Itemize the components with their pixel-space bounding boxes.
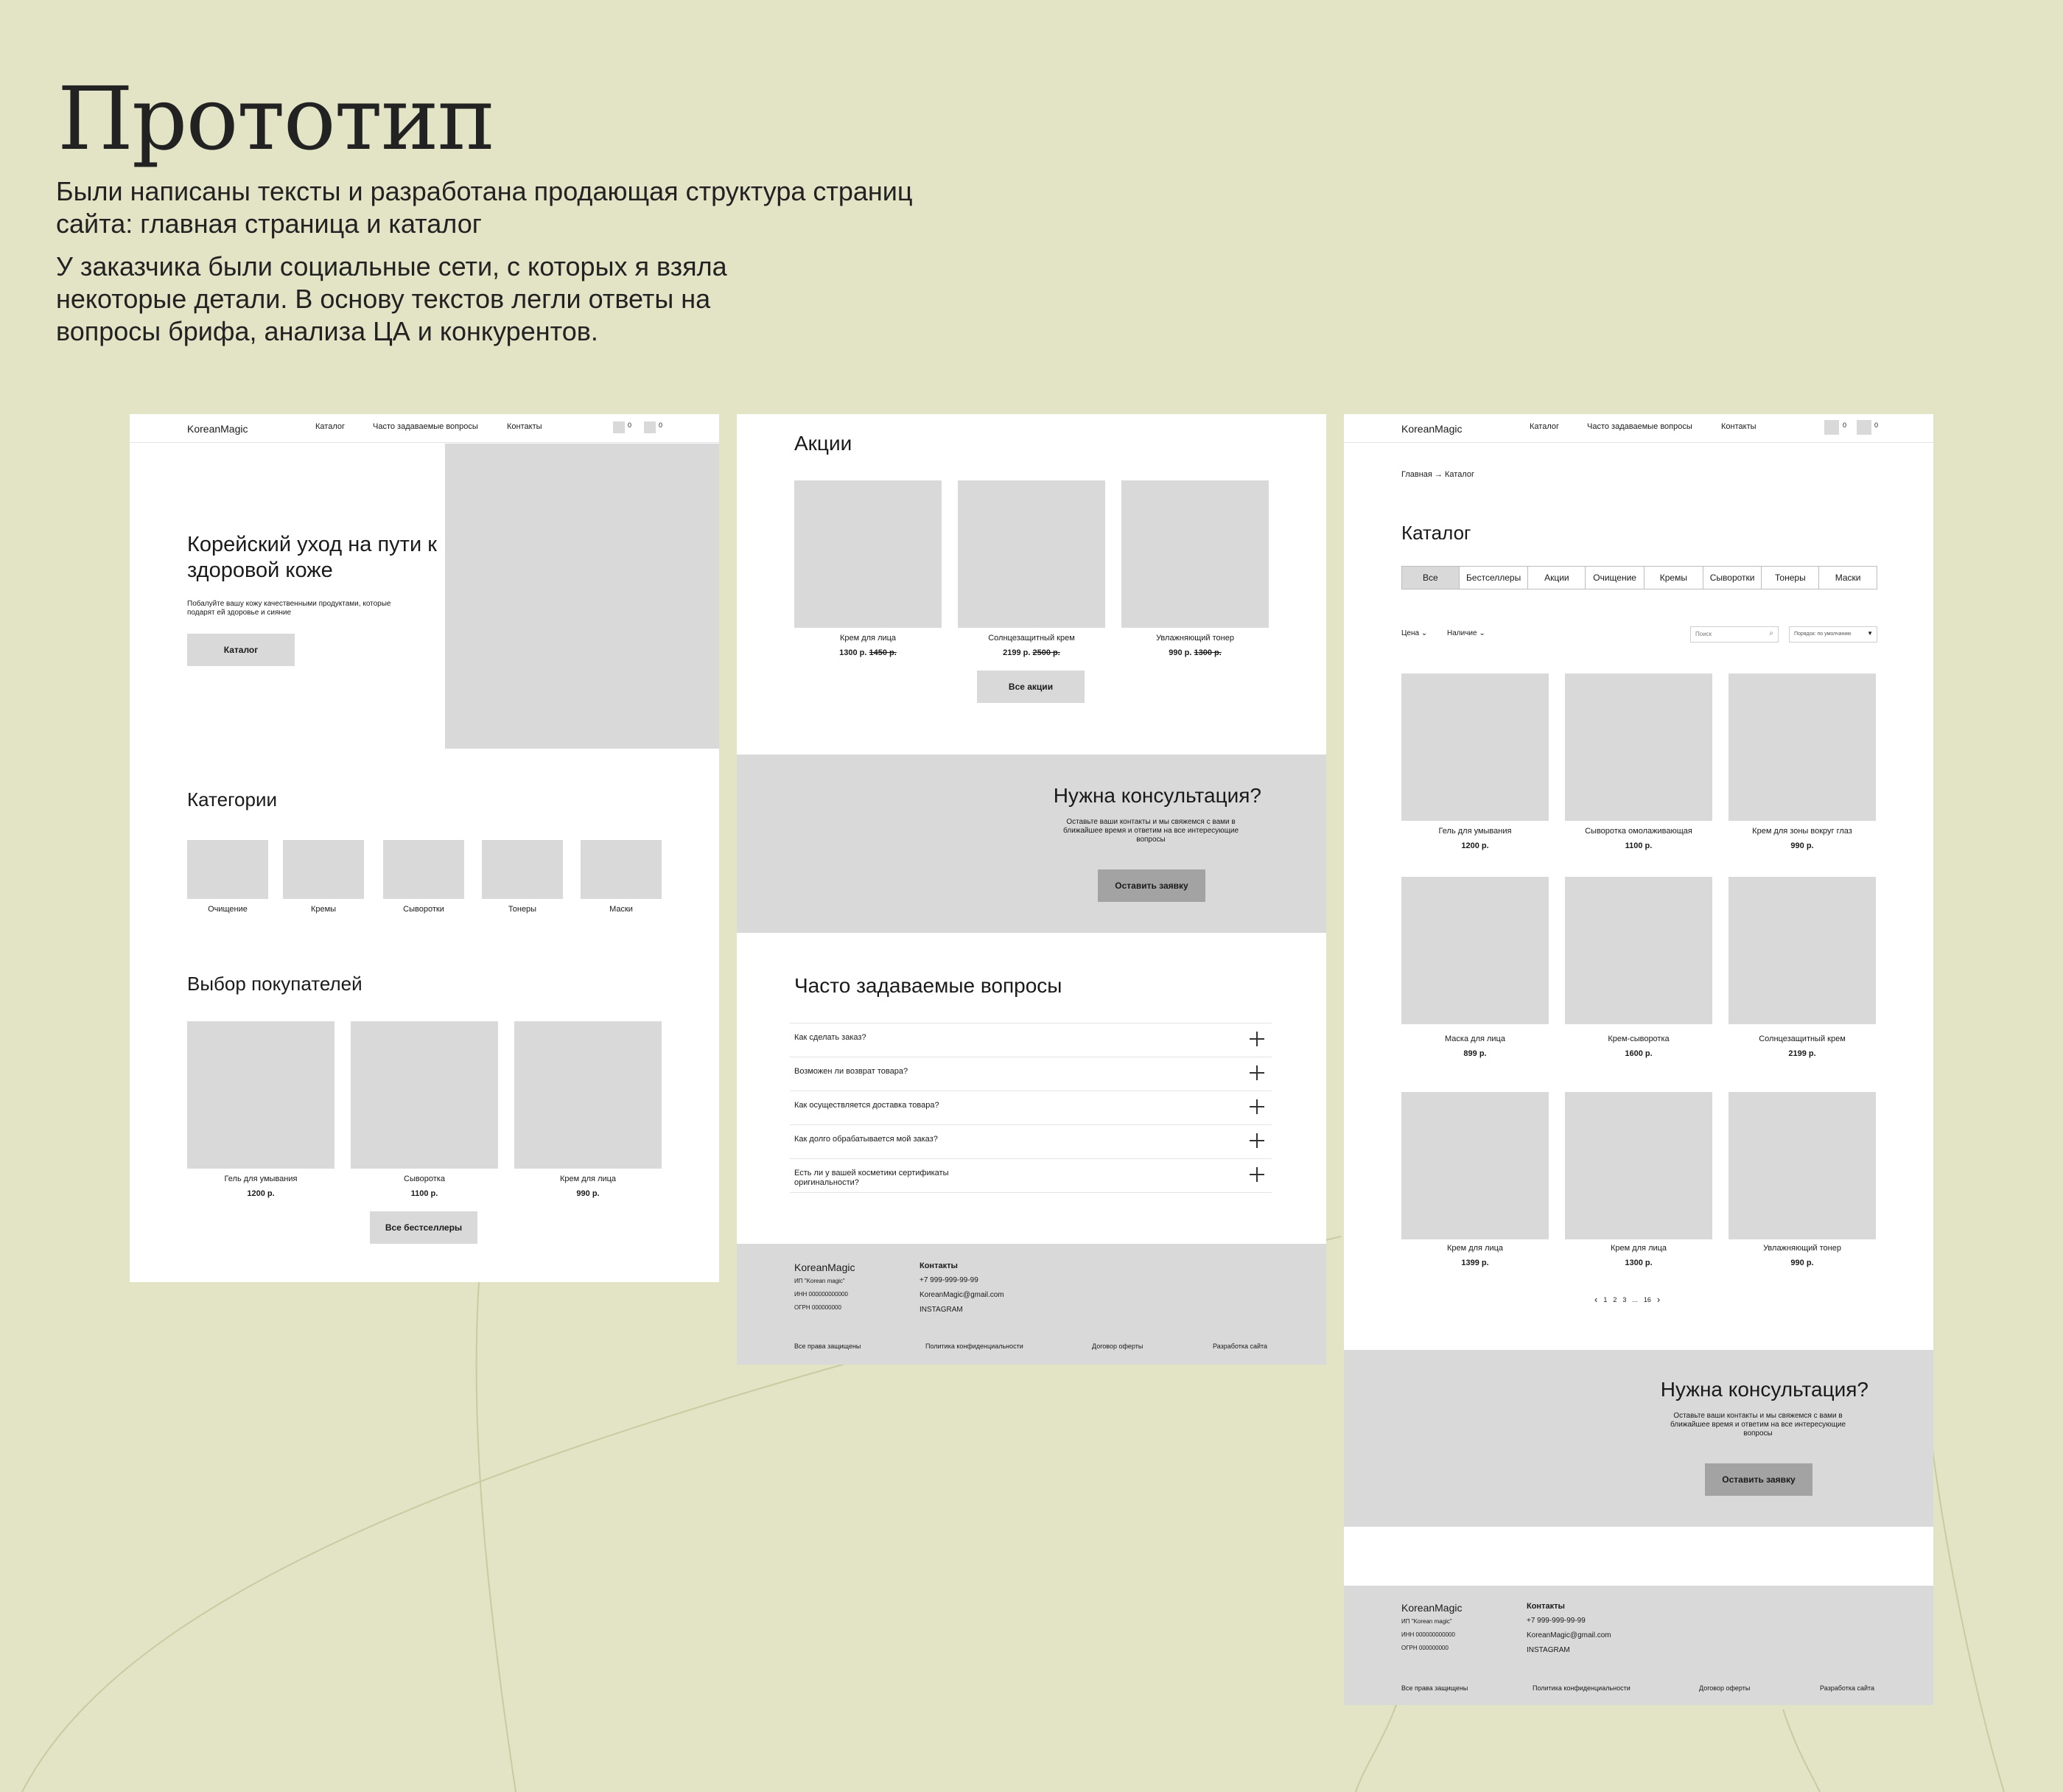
tab-promo[interactable]: Акции xyxy=(1528,567,1586,589)
catalog-product-price: 1100 р. xyxy=(1625,841,1653,850)
category-image-toners[interactable] xyxy=(482,840,563,899)
sort-value: Порядок: по умолчанию xyxy=(1794,631,1852,637)
product-name: Крем для лица xyxy=(559,1175,617,1183)
promo-price-row xyxy=(794,648,942,657)
chevron-right-icon[interactable]: › xyxy=(1656,1294,1661,1305)
category-label[interactable]: Маски xyxy=(609,905,633,914)
promo-name: Увлажняющий тонер xyxy=(1156,634,1234,643)
category-label[interactable]: Сыворотки xyxy=(403,905,444,914)
hero-title: Корейский уход на пути к здоровой коже xyxy=(187,533,437,582)
footer-email[interactable]: KoreanMagic@gmail.com xyxy=(920,1291,1004,1299)
footer-logo[interactable]: KoreanMagic xyxy=(1401,1602,1463,1614)
promo-old-price: 2500 р. xyxy=(1032,648,1060,657)
nav-link-contacts[interactable]: Контакты xyxy=(1721,422,1756,431)
product-price: 990 р. xyxy=(576,1189,600,1198)
catalog-product-image[interactable] xyxy=(1565,1092,1712,1239)
nav-logo[interactable]: KoreanMagic xyxy=(187,423,248,435)
consult-request-button[interactable]: Оставить заявку xyxy=(1705,1463,1812,1496)
arrow-right-icon: → xyxy=(1434,470,1443,479)
plus-icon[interactable] xyxy=(1250,1167,1264,1182)
footer-legal: ИНН 000000000000 xyxy=(794,1291,848,1298)
nav-link-faq[interactable]: Часто задаваемые вопросы xyxy=(1587,422,1692,431)
category-image-serums[interactable] xyxy=(383,840,464,899)
catalog-product-name: Крем-сыворотка xyxy=(1608,1035,1670,1043)
catalog-product-image[interactable] xyxy=(1401,877,1549,1024)
footer-email[interactable]: KoreanMagic@gmail.com xyxy=(1527,1631,1611,1639)
page-heading: Прототип xyxy=(57,68,494,169)
breadcrumb xyxy=(1401,470,1474,479)
tab-all[interactable]: Все xyxy=(1402,567,1460,589)
search-input[interactable] xyxy=(1690,626,1779,643)
footer-logo[interactable]: KoreanMagic xyxy=(794,1261,855,1273)
favorites-count: 0 xyxy=(628,421,632,429)
footer-contacts-title: Контакты xyxy=(1527,1602,1565,1611)
home-page-mockup xyxy=(130,414,719,1282)
product-image[interactable] xyxy=(514,1021,662,1169)
nav-link-catalog[interactable]: Каталог xyxy=(315,422,345,431)
faq-question[interactable]: Как долго обрабатывается мой заказ? xyxy=(794,1135,938,1144)
faq-title: Часто задаваемые вопросы xyxy=(794,974,1062,997)
catalog-product-name: Гель для умывания xyxy=(1438,827,1512,836)
cart-count: 0 xyxy=(659,421,663,429)
catalog-product-image[interactable] xyxy=(1728,877,1876,1024)
favorites-icon[interactable] xyxy=(613,421,625,433)
catalog-tabs xyxy=(1401,566,1877,589)
filter-stock-label: Наличие xyxy=(1447,629,1477,637)
filter-stock[interactable] xyxy=(1447,629,1485,637)
search-placeholder: Поиск xyxy=(1695,631,1712,637)
plus-icon[interactable] xyxy=(1250,1099,1264,1114)
cart-count: 0 xyxy=(1874,421,1879,429)
product-name: Гель для умывания xyxy=(224,1175,298,1183)
catalog-product-image[interactable] xyxy=(1565,877,1712,1024)
categories-title: Категории xyxy=(187,788,277,811)
footer-contacts-title: Контакты xyxy=(920,1261,958,1270)
chevron-down-icon: ⌄ xyxy=(1477,629,1485,637)
search-icon[interactable]: ⌕ xyxy=(1769,629,1773,637)
product-price: 1100 р. xyxy=(410,1189,438,1198)
catalog-product-name: Увлажняющий тонер xyxy=(1763,1244,1841,1253)
catalog-product-price: 899 р. xyxy=(1463,1049,1487,1058)
product-price: 1200 р. xyxy=(247,1189,275,1198)
plus-icon[interactable] xyxy=(1250,1032,1264,1046)
favorites-icon[interactable] xyxy=(1824,420,1839,435)
intro-paragraph-1: Были написаны тексты и разработана продающая структура страниц сайта: главная страница и каталог xyxy=(56,176,913,239)
chevron-down-icon: ⌄ xyxy=(1419,629,1428,637)
promo-image[interactable] xyxy=(1121,480,1269,628)
nav-logo[interactable]: KoreanMagic xyxy=(1401,423,1463,435)
cart-icon[interactable] xyxy=(1857,420,1871,435)
tab-bestsellers[interactable]: Бестселлеры xyxy=(1460,567,1529,589)
footer-phone[interactable]: +7 999-999-99-99 xyxy=(1527,1617,1586,1625)
home-page-continued-mockup xyxy=(737,414,1326,1365)
promo-price-row xyxy=(1121,648,1269,657)
faq-question[interactable]: Как сделать заказ? xyxy=(794,1033,866,1042)
footer-phone[interactable]: +7 999-999-99-99 xyxy=(920,1276,978,1284)
footer-link[interactable]: Все права защищены xyxy=(1401,1684,1468,1692)
catalog-title: Каталог xyxy=(1401,522,1471,544)
consult-request-button[interactable]: Оставить заявку xyxy=(1098,869,1205,902)
catalog-product-name: Крем для зоны вокруг глаз xyxy=(1752,827,1852,836)
footer-link[interactable]: Все права защищены xyxy=(794,1343,861,1350)
page-ellipsis: ... xyxy=(1632,1295,1638,1303)
catalog-product-price: 1300 р. xyxy=(1625,1259,1653,1267)
product-image[interactable] xyxy=(187,1021,335,1169)
all-promos-button[interactable]: Все акции xyxy=(977,671,1085,703)
catalog-product-name: Сыворотка омолаживающая xyxy=(1585,827,1692,836)
consult-title: Нужна консультация? xyxy=(1053,784,1261,807)
plus-icon[interactable] xyxy=(1250,1133,1264,1148)
all-bestsellers-button[interactable]: Все бестселлеры xyxy=(370,1211,477,1244)
catalog-product-name: Маска для лица xyxy=(1445,1035,1505,1043)
footer-link[interactable]: Договор оферты xyxy=(1092,1343,1143,1350)
caret-down-icon: ▼ xyxy=(1867,630,1873,637)
page-link[interactable]: 3 xyxy=(1622,1295,1627,1303)
catalog-product-image[interactable] xyxy=(1565,673,1712,821)
footer-link[interactable]: Политика конфиденциальности xyxy=(1533,1684,1631,1692)
faq-question[interactable]: Возможен ли возврат товара? xyxy=(794,1067,908,1076)
choice-title: Выбор покупателей xyxy=(187,973,362,995)
category-label[interactable]: Тонеры xyxy=(508,905,537,914)
sort-select[interactable] xyxy=(1789,626,1877,643)
catalog-product-image[interactable] xyxy=(1728,673,1876,821)
consult-text: Оставьте ваши контакты и мы свяжемся с вами в ближайшее время и ответим на все интересующие вопросы xyxy=(1670,1412,1846,1438)
nav-link-faq[interactable]: Часто задаваемые вопросы xyxy=(373,422,478,431)
cart-icon[interactable] xyxy=(644,421,656,433)
consult-text: Оставьте ваши контакты и мы свяжемся с вами в ближайшее время и ответим на все интересующие вопросы xyxy=(1062,818,1239,844)
promo-image[interactable] xyxy=(958,480,1105,628)
filter-price-label: Цена xyxy=(1401,629,1420,637)
promo-title: Акции xyxy=(794,432,852,455)
tab-masks[interactable]: Маски xyxy=(1835,573,1861,583)
pagination xyxy=(1594,1294,1660,1305)
intro-paragraph-2: У заказчика были социальные сети, с которых я взяла некоторые детали. В основу текстов легли ответы на вопросы брифа, анализа ЦА и конкурентов. xyxy=(56,251,727,346)
catalog-product-image[interactable] xyxy=(1401,1092,1549,1239)
catalog-product-price: 1200 р. xyxy=(1461,841,1489,850)
catalog-product-name: Крем для лица xyxy=(1610,1244,1667,1253)
catalog-product-price: 990 р. xyxy=(1790,841,1814,850)
tab-serums[interactable]: Сыворотки xyxy=(1703,567,1762,589)
hero-image xyxy=(445,444,719,749)
catalog-page-mockup xyxy=(1344,414,1933,1705)
breadcrumb-current: Каталог xyxy=(1445,470,1474,479)
promo-price: 990 р. xyxy=(1169,648,1192,657)
tab-cleansing[interactable]: Очищение xyxy=(1586,567,1645,589)
tab-creams[interactable]: Кремы xyxy=(1645,567,1703,589)
footer-instagram[interactable]: INSTAGRAM xyxy=(1527,1646,1570,1654)
plus-icon[interactable] xyxy=(1250,1065,1264,1080)
footer-legal: ИП "Korean magic" xyxy=(794,1278,845,1284)
catalog-product-price: 2199 р. xyxy=(1788,1049,1816,1058)
promo-name: Солнцезащитный крем xyxy=(988,634,1075,643)
category-image-cleansing[interactable] xyxy=(187,840,268,899)
catalog-product-image[interactable] xyxy=(1401,673,1549,821)
page-link[interactable]: 16 xyxy=(1643,1295,1651,1303)
footer-legal: ИНН 000000000000 xyxy=(1401,1631,1455,1638)
faq-question[interactable]: Есть ли у вашей косметики сертификаты оригинальности? xyxy=(794,1169,949,1187)
nav-link-contacts[interactable]: Контакты xyxy=(507,422,542,431)
category-image-creams[interactable] xyxy=(283,840,364,899)
chevron-left-icon[interactable]: ‹ xyxy=(1594,1294,1598,1305)
promo-price: 1300 р. xyxy=(839,648,867,657)
catalog-product-price: 990 р. xyxy=(1790,1259,1814,1267)
catalog-product-name: Крем для лица xyxy=(1446,1244,1504,1253)
filter-price[interactable] xyxy=(1401,629,1427,637)
promo-old-price: 1450 р. xyxy=(869,648,897,657)
catalog-product-price: 1399 р. xyxy=(1461,1259,1489,1267)
category-label[interactable]: Очищение xyxy=(208,905,248,914)
catalog-product-image[interactable] xyxy=(1728,1092,1876,1239)
footer-legal: ОГРН 000000000 xyxy=(1401,1645,1449,1651)
consult-title: Нужна консультация? xyxy=(1660,1378,1868,1401)
footer-instagram[interactable]: INSTAGRAM xyxy=(920,1306,963,1314)
product-name: Сыворотка xyxy=(404,1175,445,1183)
breadcrumb-home[interactable]: Главная xyxy=(1401,470,1432,479)
promo-price-row xyxy=(958,648,1105,657)
hero-subtitle: Побалуйте вашу кожу качественными продуктами, которые подарят ей здоровье и сияние xyxy=(187,600,391,617)
footer-legal: ОГРН 000000000 xyxy=(794,1304,841,1311)
catalog-product-price: 1600 р. xyxy=(1625,1049,1653,1058)
promo-name: Крем для лица xyxy=(839,634,897,643)
footer-link[interactable]: Разработка сайта xyxy=(1820,1684,1875,1692)
footer-link[interactable]: Разработка сайта xyxy=(1213,1343,1268,1350)
footer-legal: ИП "Korean magic" xyxy=(1401,1618,1452,1625)
catalog-product-name: Солнцезащитный крем xyxy=(1759,1035,1846,1043)
hero-catalog-button[interactable]: Каталог xyxy=(187,634,295,666)
favorites-count: 0 xyxy=(1843,421,1847,429)
category-image-masks[interactable] xyxy=(581,840,662,899)
footer-link[interactable]: Договор оферты xyxy=(1699,1684,1751,1692)
faq-question[interactable]: Как осуществляется доставка товара? xyxy=(794,1101,939,1110)
consult-section xyxy=(1344,1350,1933,1527)
category-label[interactable]: Кремы xyxy=(310,905,337,914)
footer-link[interactable]: Политика конфиденциальности xyxy=(925,1343,1023,1350)
page-link[interactable]: 2 xyxy=(1613,1295,1617,1303)
promo-old-price: 1300 р. xyxy=(1194,648,1222,657)
promo-image[interactable] xyxy=(794,480,942,628)
product-image[interactable] xyxy=(351,1021,498,1169)
nav-link-catalog[interactable]: Каталог xyxy=(1530,422,1559,431)
page-link[interactable]: 1 xyxy=(1603,1295,1608,1303)
tab-toners[interactable]: Тонеры xyxy=(1762,567,1819,589)
promo-price: 2199 р. xyxy=(1003,648,1031,657)
